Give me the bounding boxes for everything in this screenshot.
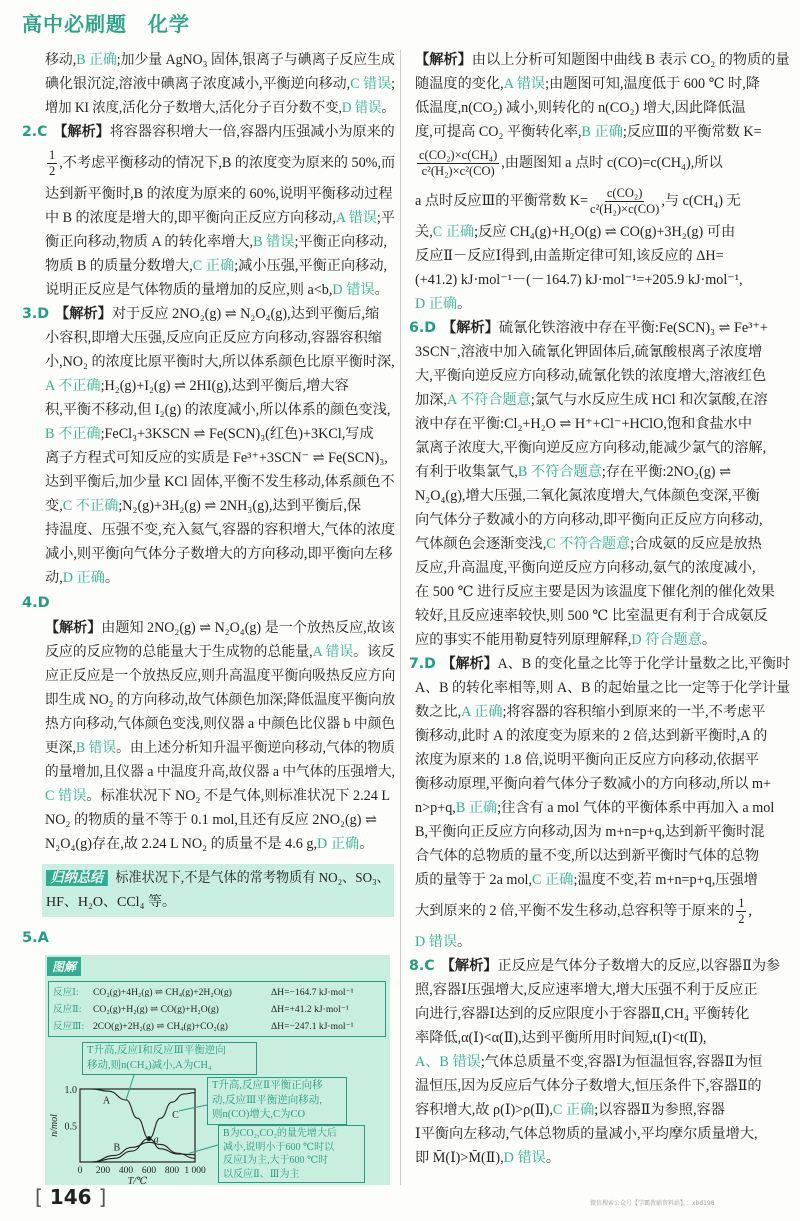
fraction [590, 186, 659, 217]
text-run: 温恒压,因为反应后气体分子数增大,恒压条件下,容器Ⅱ的 [415, 1078, 762, 1094]
question-5-label: 5.A [22, 930, 49, 946]
text-run: ;反应Ⅲ的平衡常数 K= [622, 124, 762, 140]
text-run: 持温度、压强不变,充入氦气,容器的容积增大,气体的浓度 [45, 522, 396, 538]
text-line [45, 230, 395, 254]
text-line [415, 412, 790, 436]
text-line [22, 302, 395, 326]
answer-verdict: D 正确 [317, 836, 360, 852]
diagram-tag: 图解 [47, 957, 81, 976]
text-run: Ⅰ平衡向左移动,气体总物质的量减小,平均摩尔质量增大, [415, 1126, 758, 1142]
x-tick-label: 400 [118, 1166, 134, 1176]
text-line [45, 48, 395, 72]
text-run: 反应,升高温度,平衡向逆反应方向移动,氨气的浓度减小, [415, 560, 756, 576]
text-run: 随温度的变化, [415, 76, 504, 92]
text-line [415, 268, 790, 292]
text-run: A、B 的转化率相等,则 A、B 的起始量之比一定等于化学计量 [415, 680, 790, 696]
text-line [415, 182, 790, 220]
text-line [415, 72, 790, 96]
text-run: B,平衡向正反应方向移动,因为 m+n=p+q,达到新平衡时混 [415, 824, 765, 840]
text-line [45, 566, 395, 590]
text-run: 度,可提高 CO₂ 平衡转化率, [415, 124, 582, 140]
answer-verdict: B 正确 [455, 800, 498, 816]
text-line [415, 48, 790, 72]
text-run: 达到新平衡时,B 的浓度为原来的 60%,说明平衡移动过程 [45, 186, 393, 202]
text-line [45, 278, 395, 302]
summary-line: 标准状况下,不是气体的常考物质有 NO₂、SO₃、 [115, 871, 390, 886]
question-number: 8.C [409, 958, 435, 974]
text-run: 达到平衡后,加少量 KCl 固体,平衡不发生移动,体系颜色不 [45, 474, 395, 490]
analysis-tag: 【解析】 [53, 124, 110, 140]
text-run: 积,平衡不移动,但 I₂(g) 的浓度减小,所以体系的颜色变浅, [45, 402, 391, 418]
text-line [415, 436, 790, 460]
text-line [415, 676, 790, 700]
fraction-denominator: c²(H₂)×c(CO) [590, 201, 660, 216]
x-tick-label: 0 [77, 1166, 83, 1176]
text-line [45, 688, 396, 712]
analysis-tag: 【解析】 [45, 620, 102, 636]
text-line [45, 422, 395, 446]
text-run: 在 500 ℃ 进行反应主要是因为该温度下催化剂的催化效果 [415, 584, 775, 600]
answer-verdict: B 错误 [253, 234, 295, 250]
text-line [415, 820, 790, 844]
text-run: ;平 [376, 210, 395, 226]
text-line [45, 206, 395, 230]
text-run: ;以容器Ⅱ为参照,容器 [594, 1102, 725, 1118]
watermark: 微信搜索公众号【学霸教辅资料站】，：xbd198 [590, 1200, 715, 1207]
text-line [415, 978, 790, 1002]
text-line [415, 724, 790, 748]
answer-verdict: B 错误 [75, 740, 117, 756]
text-run: ,由题图知 a 点时 c(CO)=c(CH₄),所以 [501, 155, 723, 171]
text-run: 衡移动,此时 A 的浓度变为原来的 2 倍,达到新平衡时,A 的 [415, 728, 768, 744]
text-run: 率降低,α(Ⅰ)<α(Ⅱ),达到平衡所用时间短,t(Ⅰ)<t(Ⅱ), [415, 1030, 707, 1046]
text-run: 大到原来的 2 倍,平衡不发生移动,总容积等于原来的 [415, 903, 735, 919]
text-line [415, 556, 790, 580]
fraction [417, 148, 499, 179]
text-run: ;减小压强,平衡正向移动, [234, 258, 388, 274]
text-line [415, 460, 790, 484]
text-run: 小容积,即增大压强,反应向正反应方向移动,容器容积缩 [45, 330, 382, 346]
text-run: 照,容器Ⅰ压强增大,反应速率增大,增大压强不利于反应正 [415, 982, 758, 998]
answer-verdict: C 正确 [192, 258, 235, 274]
analysis-tag: 【解析】 [415, 52, 472, 68]
text-run: ;H₂(g)+I₂(g) ⇌ 2HI(g),达到平衡后,增大容 [100, 378, 349, 394]
text-line [415, 484, 790, 508]
fraction-denominator: 2 [48, 163, 56, 178]
text-run: 由题知 2NO₂(g) ⇌ N₂O₄(g) 是一个放热反应,故该 [101, 620, 395, 636]
text-line [415, 1098, 790, 1122]
answer-verdict: A 错误 [312, 644, 354, 660]
text-run: 对于反应 2NO₂(g) ⇌ N₂O₄(g),达到平衡后,缩 [111, 306, 380, 322]
text-run: 合气体的总物质的量不变,所以达到新平衡时气体的总物 [415, 848, 760, 864]
text-line [45, 712, 396, 736]
text-line [45, 326, 395, 350]
text-line [45, 96, 395, 120]
text-run: 3SCN⁻,溶液中加入硫氰化钾固体后,硫氰酸根离子浓度增 [415, 344, 763, 360]
text-run: ; [391, 76, 396, 92]
x-tick-label: 200 [95, 1166, 111, 1176]
fraction [736, 896, 746, 927]
text-line [415, 96, 790, 120]
text-run: ;反应 CH₄(g)+H₂O(g) ⇌ CO(g)+3H₂(g) 可由 [474, 224, 736, 240]
question-number: 2.C [22, 124, 48, 140]
note-box-b: B为CO₂,CO₂的量先增大后 减小,说明小于600 ℃时以 反应Ⅰ为主,大于600 ℃时 以反应Ⅱ、Ⅲ为主 [218, 1125, 365, 1183]
text-run: 氯离子浓度大,平衡向逆反应方向移动,能减少氯气的溶解, [415, 440, 767, 456]
text-line [45, 72, 396, 96]
answer-verdict: D 符合题意 [631, 632, 702, 648]
question-number: 3.D [22, 306, 50, 322]
text-line [409, 954, 790, 978]
text-run: 。 [457, 296, 472, 312]
text-line [415, 892, 790, 930]
summary-tag: 归纳总结 [46, 870, 108, 886]
text-run: 说明正反应是气体物质的量增加的反应,则 a<b, [45, 282, 333, 298]
text-run: 即 M̄(Ⅰ)>M̄(Ⅱ), [415, 1150, 504, 1166]
text-run: 加深, [415, 392, 447, 408]
text-run: ;N₂(g)+3H₂(g) ⇌ 2NH₃(g),达到平衡后,保 [118, 498, 362, 514]
text-run: 关, [415, 224, 433, 240]
text-line [45, 446, 395, 470]
text-run: ,与 c(CH₄) 无 [661, 193, 741, 209]
text-run: 容积增大,故 ρ(Ⅰ)>ρ(Ⅱ), [415, 1102, 553, 1118]
reactions-box [48, 981, 386, 1037]
text-line [415, 532, 790, 556]
answer-verdict: C 不符合题意 [546, 536, 631, 552]
text-run: N₂O₄(g)存在,故 2.24 L NO₂ 的质量不是 4.6 g, [45, 836, 318, 852]
answer-verdict: D 错误 [503, 1150, 546, 1166]
text-line [415, 244, 790, 268]
note-box-a: T升高,反应Ⅰ和反应Ⅲ平衡逆向 移动,则n(CH₄)减小,A为CH₄ [82, 1042, 257, 1075]
curve-label-A: A [102, 1095, 111, 1107]
text-run: ;由题图可知,温度低于 600 ℃ 时,降 [545, 76, 760, 92]
text-run: 增加 KI 浓度,活化分子数增大,活化分子百分数不变, [45, 100, 342, 116]
text-line [409, 316, 790, 340]
text-line [415, 364, 790, 388]
y-tick-label: 0.5 [64, 1121, 77, 1133]
text-run: 碘化银沉淀,溶液中碘离子浓度减小,平衡逆向移动, [45, 76, 351, 92]
text-run: 反应Ⅱ－反应Ⅰ得到,由盖斯定律可知,该反应的 ΔH= [415, 248, 724, 264]
column-divider [400, 50, 401, 1185]
text-run: 应正反应是一个放热反应,则升高温度平衡向吸热反应方向 [45, 668, 396, 684]
text-run: ;氯气与水反应生成 HCl 和次氯酸,在溶 [530, 392, 768, 408]
text-line [45, 350, 393, 374]
text-run: 气体颜色会逐渐变浅, [415, 536, 547, 552]
text-line [415, 1122, 790, 1146]
text-run: ;将容器的容积缩小到原来的一半,不考虑平 [502, 704, 766, 720]
text-line [45, 760, 395, 784]
fraction [47, 148, 57, 179]
text-run: 。标准状况下 NO₂ 不是气体,则标准状况下 2.24 L [86, 788, 391, 804]
text-run: 质的量等于 2a mol, [415, 872, 533, 888]
text-run: ;合成氨的反应是放热 [630, 536, 762, 552]
text-run: 变, [45, 498, 63, 514]
text-run: ;气体总质量不变,容器Ⅰ为恒温恒容,容器Ⅱ为恒 [480, 1054, 763, 1070]
text-line [415, 580, 790, 604]
text-run: 即生成 NO₂ 的方向移动,故气体颜色加深;降低温度平衡向放 [45, 692, 396, 708]
answer-verdict: A 错误 [503, 76, 546, 92]
text-line [415, 120, 790, 144]
text-run: 动, [45, 570, 63, 586]
text-run: a 点时反应Ⅲ的平衡常数 K= [415, 193, 589, 209]
figure-diagram [45, 955, 390, 1185]
question-number: 6.D [409, 320, 437, 336]
text-run: 衡移动原理,平衡向着气体分子数减小的方向移动,所以 m+ [415, 776, 771, 792]
text-run: 中 B 的浓度是增大的,即平衡向正反应方向移动, [45, 210, 336, 226]
text-line [415, 930, 790, 954]
graph-frame [80, 1089, 195, 1162]
text-line [415, 220, 790, 244]
point-label-a: a [153, 1134, 159, 1146]
text-line [415, 868, 790, 892]
text-line [45, 832, 395, 856]
text-run: 物质 B 的质量分数增大, [45, 258, 193, 274]
summary-line: HF、H₂O、CCl₄ 等。 [46, 895, 176, 910]
answer-verdict: C 错误 [45, 788, 87, 804]
analysis-tag: 【解析】 [442, 320, 499, 336]
text-run: ,不考虑平衡移动的情况下,B 的浓度变为原来的 50%,而 [59, 155, 396, 171]
text-run: N₂O₄(g),增大压强,二氧化氮浓度增大,气体颜色变深,平衡 [415, 488, 760, 504]
text-run: 热方向移动,气体颜色变浅,则仪器 a 中颜色比仪器 b 中颜色 [45, 716, 396, 732]
text-line [415, 748, 790, 772]
text-run: 反应的反应物的总能量大于生成物的总能量, [45, 644, 313, 660]
text-run: 的量增加,且仪器 a 中温度升高,故仪器 a 中气体的压强增大, [45, 764, 395, 780]
answer-verdict: A 错误 [335, 210, 377, 226]
text-run: 离子方程式可知反应的实质是 Fe³⁺+3SCN⁻ ⇌ Fe(SCN)₃, [45, 450, 388, 466]
text-run: 减小,则平衡向气体分子数增大的方向移动,即平衡向左移 [45, 546, 393, 562]
text-line [415, 1026, 790, 1050]
text-line [415, 628, 790, 652]
text-run: 小,NO₂ 的浓度比原平衡时大,所以体系颜色比原平衡时深, [45, 354, 395, 370]
text-line [22, 120, 395, 144]
text-run: 。由上述分析知升温平衡逆向移动,气体的物质 [116, 740, 395, 756]
text-run: 硫氰化铁溶液中存在平衡:Fe(SCN)₃ ⇌ Fe³⁺+ [498, 320, 768, 336]
text-line [415, 1146, 790, 1170]
text-run: 。 [457, 934, 472, 950]
text-run: 。 [359, 836, 374, 852]
answer-verdict: C 正确 [432, 224, 475, 240]
text-line [415, 144, 790, 182]
text-run: ;FeCl₃+3KSCN ⇌ Fe(SCN)₃(红色)+3KCl,写成 [100, 426, 374, 442]
text-run: 向进行,容器Ⅰ达到的反应限度小于容器Ⅱ,CH₄ 平衡转化 [415, 1006, 750, 1022]
answer-verdict: D 错误 [341, 100, 382, 116]
text-run: ;加少量 AgNO₃ 固体,银离子与碘离子反应生成 [116, 52, 395, 68]
question-4-label: 4.D [22, 595, 50, 611]
text-run: 。 [381, 100, 395, 116]
text-run: ;平衡正向移动, [294, 234, 388, 250]
text-line [45, 374, 395, 398]
text-run: 。 [374, 282, 389, 298]
x-tick-label: 1 000 [184, 1166, 206, 1176]
curve-label-C: C [172, 1110, 179, 1122]
text-line [45, 640, 395, 664]
answer-verdict: B 正确 [76, 52, 117, 68]
answer-verdict: B 不符合题意 [517, 464, 602, 480]
text-run: 正反应是气体分子数增大的反应,以容器Ⅱ为参 [497, 958, 781, 974]
text-run: 应的事实不能用勒夏特列原理解释, [415, 632, 632, 648]
text-line [415, 508, 790, 532]
y-axis-label: n/mol [49, 1114, 60, 1137]
answer-verdict: D 错误 [332, 282, 375, 298]
text-run: 由以上分析可知题图中曲线 B 表示 CO₂ 的物质的量 [471, 52, 790, 68]
text-run: 。该反 [353, 644, 395, 660]
fraction-denominator: c²(H₂)×c²(CO) [421, 163, 495, 178]
answer-verdict: D 正确 [62, 570, 105, 586]
arrow-b [189, 1145, 218, 1153]
text-line [45, 808, 395, 832]
fraction-numerator: c(CO₂) [606, 185, 643, 200]
text-line [415, 796, 790, 820]
answer-verdict: D 错误 [415, 934, 458, 950]
answer-verdict: A 正确 [461, 704, 503, 720]
text-line [45, 664, 396, 688]
fraction-numerator: 1 [738, 895, 745, 910]
text-run: 大,平衡向逆反应方向移动,硫氰化铁的浓度增大,溶液红色 [415, 368, 767, 384]
reaction-1: 反应Ⅰ: CO₂(g)+4H₂(g) ⇌ CH₄(g)+2H₂O(g) ΔH=−164.7 kJ·mol⁻¹ [53, 987, 354, 998]
text-line [415, 292, 790, 316]
book-header-title: 高中必刷题 化学 [22, 12, 190, 36]
x-tick-label: 600 [141, 1166, 157, 1176]
text-line [415, 388, 790, 412]
answer-verdict: B 正确 [581, 124, 623, 140]
analysis-tag: 【解析】 [55, 306, 112, 322]
text-line [415, 700, 790, 724]
text-line [45, 144, 394, 182]
answer-verdict: A、B 错误 [415, 1054, 481, 1070]
text-run: , [748, 903, 753, 919]
text-line [45, 494, 395, 518]
question-number: 7.D [409, 656, 436, 672]
text-line [45, 784, 395, 808]
answer-verdict: C 正确 [552, 1102, 595, 1118]
text-line [45, 518, 394, 542]
text-line [415, 340, 790, 364]
text-line [415, 844, 790, 868]
text-line [45, 470, 395, 494]
text-line [45, 542, 395, 566]
answer-verdict: C 错误 [350, 76, 392, 92]
text-run: ;往含有 a mol 气体的平衡体系中再加入 a mol [497, 800, 775, 816]
text-run: 。 [545, 1150, 561, 1166]
text-run: ;存在平衡:2NO₂(g) ⇌ [601, 464, 731, 480]
text-run: 衡正向移动,物质 A 的转化率增大, [45, 234, 254, 250]
text-run: 低温度,n(CO₂) 减小,则转化的 n(CO₂) 增大,因此降低温 [415, 100, 746, 116]
text-run: ;温度不变,若 m+n=p+q,压强增 [573, 872, 758, 888]
text-line [45, 398, 395, 422]
text-run: 浓度为原来的 1.8 倍,说明平衡向正反应方向移动,依据平 [415, 752, 760, 768]
text-run: NO₂ 的物质的量不等于 0.1 mol,且还有反应 2NO₂(g) ⇌ [45, 812, 377, 828]
text-run: 较好,且反应速率较快,则 500 ℃ 比室温更有利于合成氨反 [415, 608, 768, 624]
text-line [45, 616, 395, 640]
right-column [409, 48, 791, 1170]
analysis-tag: 【解析】 [440, 958, 498, 974]
x-tick-label: 800 [164, 1166, 180, 1176]
left-column [22, 48, 396, 951]
text-run: 数之比, [415, 704, 462, 720]
text-run: 液中存在平衡:Cl₂+H₂O ⇌ H⁺+Cl⁻+HClO,饱和食盐水中 [415, 416, 753, 432]
answer-verdict: A 不符合题意 [446, 392, 531, 408]
text-line [415, 604, 790, 628]
summary-box [42, 864, 394, 917]
page-number: [ 146 ] [35, 1185, 107, 1209]
arrow-c [179, 1105, 207, 1111]
text-line [415, 1074, 790, 1098]
point-a [147, 1136, 152, 1141]
answer-verdict: A 不正确 [45, 378, 101, 394]
analysis-tag: 【解析】 [441, 656, 498, 672]
fraction-numerator: c(CO₂)×c(CH₄) [419, 147, 498, 162]
note-box-c: T升高,反应Ⅱ平衡正向移 动,反应Ⅲ平衡逆向移动, 则n(CO)增大,C为CO [207, 1077, 347, 1125]
reaction-3: 反应Ⅲ: 2CO(g)+2H₂(g) ⇌ CH₄(g)+CO₂(g) ΔH=−247.1 kJ·mol⁻¹ [53, 1021, 354, 1032]
text-run: (+41.2) kJ·mol⁻¹－(－164.7) kJ·mol⁻¹=+205.9 kJ·mol⁻¹, [415, 272, 743, 288]
text-line [45, 182, 395, 206]
curve-label-B: B [113, 1142, 121, 1154]
text-run: 。 [104, 570, 120, 586]
text-run: 移动, [45, 52, 77, 68]
arrow-a [126, 1072, 135, 1100]
fraction-numerator: 1 [48, 147, 56, 162]
reaction-2: 反应Ⅱ: CO₂(g)+H₂(g) ⇌ CO(g)+H₂O(g) ΔH=+41.2 kJ·mol⁻¹ [53, 1004, 349, 1015]
answer-verdict: C 正确 [532, 872, 574, 888]
text-line [415, 772, 790, 796]
text-run: n>p+q, [415, 800, 456, 816]
text-run: 有利于收集氯气, [415, 464, 518, 480]
x-axis-label: T/℃ [127, 1176, 148, 1185]
text-line [415, 1002, 790, 1026]
y-tick-label: 1.0 [64, 1085, 77, 1096]
text-run: 。 [701, 632, 717, 648]
text-run: A、B 的变化量之比等于化学计量数之比,平衡时 [497, 656, 791, 672]
text-run: 更深, [45, 740, 76, 756]
text-line [45, 736, 395, 760]
answer-verdict: C 不正确 [62, 498, 119, 514]
answer-verdict: B 不正确 [45, 426, 101, 442]
text-line [415, 1050, 790, 1074]
text-line [45, 254, 395, 278]
text-run: 向气体分子数减小的方向移动,即平衡向正反应方向移动, [415, 512, 763, 528]
fraction-denominator: 2 [738, 911, 745, 926]
text-run: 将容器容积增大一倍,容器内压强减小为原来的 [109, 124, 395, 140]
text-line [409, 652, 791, 676]
answer-verdict: D 正确 [415, 296, 458, 312]
